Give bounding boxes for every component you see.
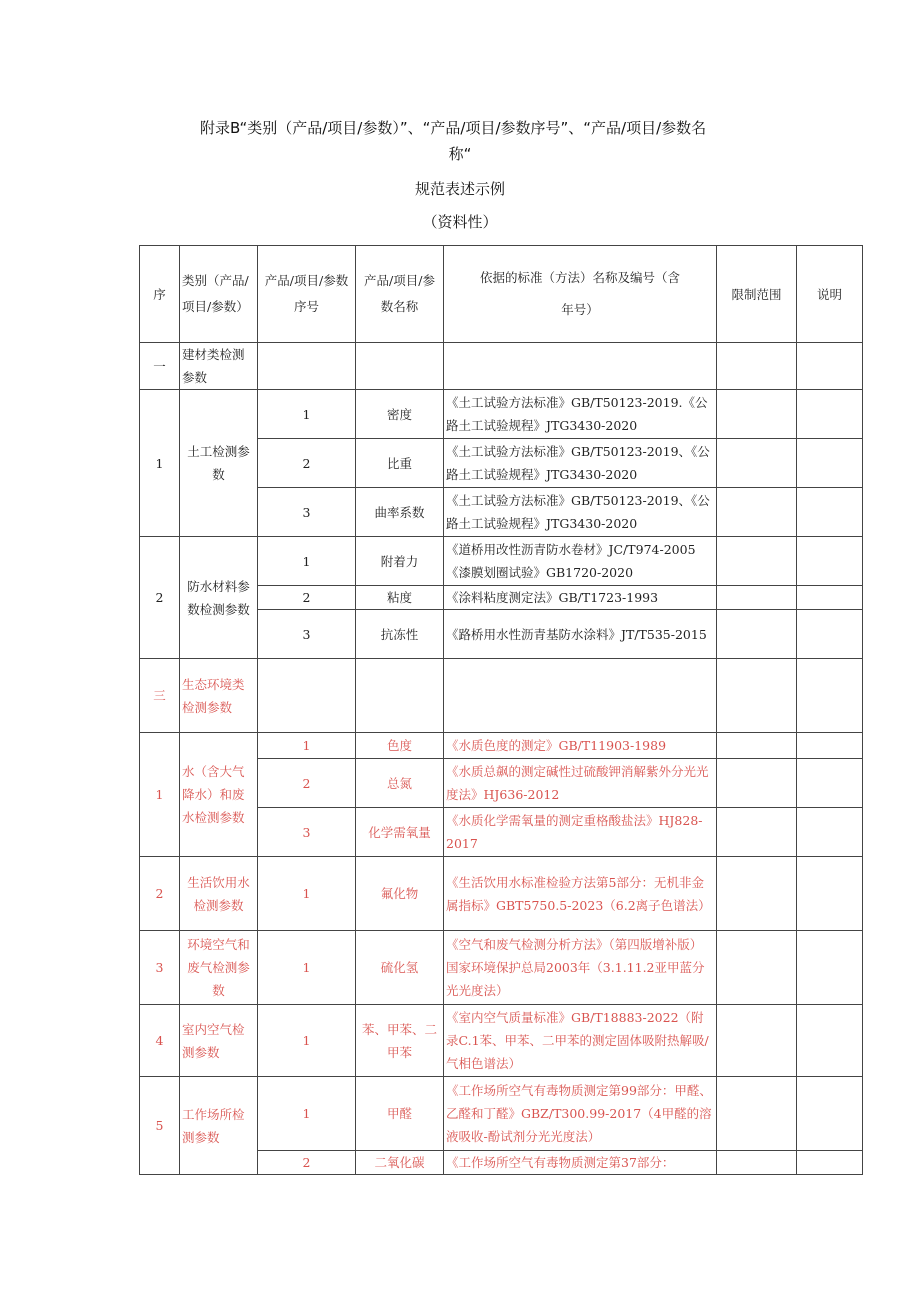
group-seq: 2 <box>140 857 180 931</box>
section-row <box>140 343 863 390</box>
item-no: 2 <box>258 1151 356 1175</box>
table-row <box>140 733 863 759</box>
item-standard: 《工作场所空气有毒物质测定第37部分： <box>444 1151 717 1175</box>
item-name: 二氧化碳 <box>356 1151 444 1175</box>
table-header-row <box>140 246 863 343</box>
table-row <box>140 1005 863 1077</box>
item-name: 甲醛 <box>356 1077 444 1151</box>
header-limit: 限制范围 <box>717 246 797 343</box>
header-standard: 依据的标准（方法）名称及编号（含年号） <box>444 246 717 343</box>
table-row <box>140 931 863 1005</box>
item-no: 1 <box>258 733 356 759</box>
item-standard: 《室内空气质量标准》GB/T18883-2022（附录C.1苯、甲苯、二甲苯的测定固体吸附热解吸/气相色谱法） <box>444 1005 717 1077</box>
item-name: 抗冻性 <box>356 610 444 659</box>
item-name: 色度 <box>356 733 444 759</box>
group-name: 水（含大气降水）和废水检测参数 <box>180 733 258 857</box>
table-row <box>140 1077 863 1151</box>
item-no: 1 <box>258 931 356 1005</box>
header-seq: 序 <box>140 246 180 343</box>
group-name: 环境空气和废气检测参数 <box>180 931 258 1005</box>
header-note: 说明 <box>797 246 863 343</box>
item-name: 比重 <box>356 439 444 488</box>
group-name: 室内空气检测参数 <box>180 1005 258 1077</box>
item-standard: 《生活饮用水标准检验方法第5部分：无机非金属指标》GBT5750.5-2023（6.2离子色谱法） <box>444 857 717 931</box>
item-name: 曲率系数 <box>356 488 444 537</box>
item-standard: 《土工试验方法标准》GB/T50123-2019、《公路土工试验规程》JTG3430-2020 <box>444 439 717 488</box>
table-row <box>140 390 863 439</box>
header-category: 类别（产品/项目/参数） <box>180 246 258 343</box>
group-seq: 1 <box>140 733 180 857</box>
group-name: 土工检测参数 <box>180 390 258 537</box>
item-name: 粘度 <box>356 586 444 610</box>
item-no: 3 <box>258 808 356 857</box>
item-standard: 《道桥用改性沥青防水卷材》JC/T974-2005《漆膜划圈试验》GB1720-2020 <box>444 537 717 586</box>
item-no: 2 <box>258 439 356 488</box>
group-seq: 5 <box>140 1077 180 1175</box>
item-standard: 《空气和废气检测分析方法》（第四版增补版）国家环境保护总局2003年（3.1.11.2亚甲蓝分光光度法） <box>444 931 717 1005</box>
table-row <box>140 537 863 586</box>
item-no: 2 <box>258 586 356 610</box>
group-seq: 3 <box>140 931 180 1005</box>
section-seq: 一 <box>140 343 180 390</box>
item-no: 1 <box>258 390 356 439</box>
item-no: 1 <box>258 537 356 586</box>
appendix-title-line1: 附录B“类别（产品/项目/参数）”、“产品/项目/参数序号”、“产品/项目/参数名 <box>200 119 707 137</box>
item-name: 化学需氧量 <box>356 808 444 857</box>
item-name: 苯、甲苯、二甲苯 <box>356 1005 444 1077</box>
item-name: 附着力 <box>356 537 444 586</box>
item-standard: 《水质总飙的测定碱性过硫酸钾消解紫外分光光度法》HJ636-2012 <box>444 759 717 808</box>
group-name: 工作场所检测参数 <box>180 1077 258 1175</box>
section-seq: 三 <box>140 659 180 733</box>
item-standard: 《土工试验方法标准》GB/T50123-2019、《公路土工试验规程》JTG3430-2020 <box>444 488 717 537</box>
item-standard: 《水质化学需氧量的测定重格酸盐法》HJ828-2017 <box>444 808 717 857</box>
item-no: 1 <box>258 1077 356 1151</box>
item-standard: 《涂料粘度测定法》GB/T1723-1993 <box>444 586 717 610</box>
item-no: 2 <box>258 759 356 808</box>
appendix-subtitle: 规范表述示例 <box>414 180 505 198</box>
item-name: 硫化氢 <box>356 931 444 1005</box>
header-item-name: 产品/项目/参数名称 <box>356 246 444 343</box>
group-name: 生活饮用水检测参数 <box>180 857 258 931</box>
table-row <box>140 857 863 931</box>
group-seq: 2 <box>140 537 180 659</box>
item-standard: 《土工试验方法标准》GB/T50123-2019.《公路土工试验规程》JTG3430-2020 <box>444 390 717 439</box>
appendix-title-line2: 称“ <box>448 145 472 163</box>
group-seq: 4 <box>140 1005 180 1077</box>
group-name: 防水材料参数检测参数 <box>180 537 258 659</box>
item-no: 3 <box>258 610 356 659</box>
item-name: 密度 <box>356 390 444 439</box>
parameter-table <box>139 245 863 1175</box>
item-no: 1 <box>258 1005 356 1077</box>
section-name: 生态环境类检测参数 <box>180 659 258 733</box>
item-no: 1 <box>258 857 356 931</box>
group-seq: 1 <box>140 390 180 537</box>
section-name: 建材类检测参数 <box>180 343 258 390</box>
item-name: 氟化物 <box>356 857 444 931</box>
item-no: 3 <box>258 488 356 537</box>
header-item-no: 产品/项目/参数序号 <box>258 246 356 343</box>
item-standard: 《水质色度的测定》GB/T11903-1989 <box>444 733 717 759</box>
section-row <box>140 659 863 733</box>
item-name: 总氮 <box>356 759 444 808</box>
item-standard: 《工作场所空气有毒物质测定第99部分：甲醛、乙醛和丁醛》GBZ/T300.99-2017（4甲醛的溶液吸收-酚试剂分光光度法） <box>444 1077 717 1151</box>
appendix-informative-label: （资料性） <box>422 213 498 231</box>
item-standard: 《路桥用水性沥青基防水涂料》JT/T535-2015 <box>444 610 717 659</box>
